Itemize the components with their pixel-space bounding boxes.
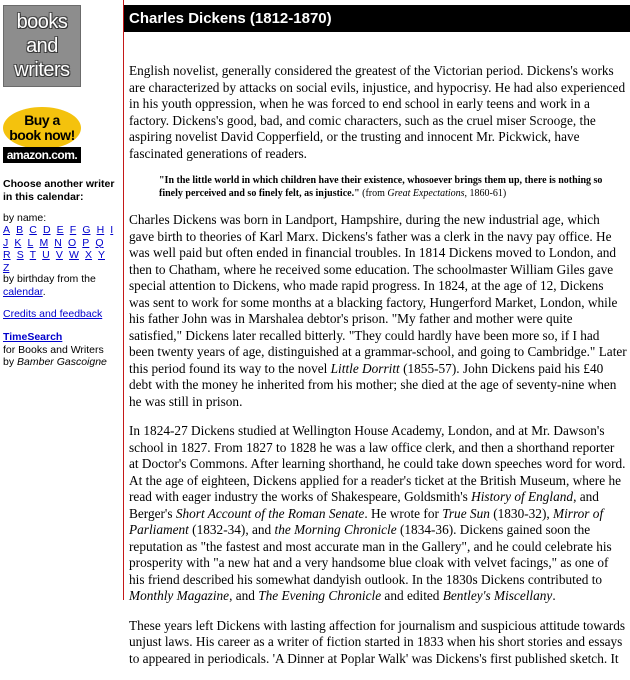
epigraph-quote: [159, 175, 627, 200]
bio1-text-a: Charles Dickens was born in Landport, Hampshire, during the new industrial age, which gave birth to theories of Karl Marx. Dickens's father was a clerk in the navy pay office. He was well paid but often ended in financial troubles. In 1814 Dickens moved to London, and then to Chatham, where he received some education. The schoolmaster William Giles gave special attention to Dickens, who made rapid progress. In 1824, at the age of 12, Dickens was sent to work for some months at a blacking factory, Hungerford Market, London, while his father John was in Marshalea debtor's prison. "My father and mother were quite satisfied," Dickens later recalled bitterly. "They could hardly have been more so, if I had been twenty years of age, distinguished at a grammar-school, and going to Cambridge." Later this period found its way to the novel: [129, 212, 627, 376]
logo-line-1: books: [16, 11, 68, 33]
letter-link-r[interactable]: R: [3, 249, 11, 261]
quote-source-title: Great Expectations: [387, 187, 465, 199]
letter-link-a[interactable]: A: [3, 224, 11, 236]
bio2-text-b: , and Berger's: [129, 489, 599, 521]
bio2-title-3: True Sun: [442, 505, 490, 521]
bio2-title-5: the Morning Chronicle: [274, 522, 397, 537]
timesearch-block: [3, 331, 121, 369]
choose-writer-heading: Choose another writer in this calendar:: [3, 178, 115, 203]
amazon-line-1: Buy a: [24, 112, 60, 128]
logo-line-3: writers: [14, 59, 70, 81]
letter-link-n[interactable]: N: [54, 236, 62, 249]
sidebar: [0, 0, 120, 600]
bio2-text-f: (1834-36). Dickens gained soon the reputation as "the fastest and most accurate man in the Gallery", and he could celebrate his prosperity with "a new hat and a very handsome blue cloak with velvet facings," as one of his friend described his somewhat dandyish outlook. In the 1830s Dickens contributed to: [129, 522, 612, 587]
vertical-divider: [123, 0, 124, 600]
bio2-title-2: Short Account of the Roman Senate: [175, 505, 365, 521]
letter-link-d[interactable]: D: [42, 224, 51, 236]
letter-link-c[interactable]: C: [29, 224, 37, 236]
bio2-text-c: . He wrote for: [364, 505, 443, 521]
letter-link-z[interactable]: Z: [3, 261, 10, 274]
bio2-text-e: (1832-34), and: [188, 522, 275, 537]
article-body: [129, 63, 627, 680]
letter-link-l[interactable]: L: [27, 236, 34, 249]
quote-text: "In the little world in which children have their existence, whosoever brings them up, there is nothing so finely perceived and so finely felt, as injustice.": [159, 175, 603, 199]
bio2-title-8: Bentley's Miscellany: [442, 588, 553, 603]
letter-link-g[interactable]: G: [82, 224, 91, 236]
timesearch-line-2: for Books and Writers: [3, 343, 104, 356]
amazon-brand: amazon.com.: [3, 147, 81, 163]
bio2-text-d: (1830-32),: [489, 505, 554, 521]
bio2-text-i: .: [552, 588, 556, 603]
amazon-buy-button[interactable]: [3, 107, 81, 162]
letter-link-p[interactable]: P: [82, 236, 90, 249]
biography-paragraph-3: These years left Dickens with lasting affection for journalism and suspicious attitude towards unjust laws. His career as a writer of fiction started in 1833 when his short stories and essays to appeared in periodicals. 'A Dinner at Poplar Walk' was Dickens's first published sketch. It: [129, 617, 626, 666]
letter-link-q[interactable]: Q: [95, 236, 104, 249]
letter-link-b[interactable]: B: [16, 224, 24, 236]
letter-link-w[interactable]: W: [69, 249, 79, 261]
by-birthday-suffix: .: [42, 285, 46, 298]
bio2-title-1: History of England: [471, 489, 574, 504]
letter-link-x[interactable]: X: [85, 249, 93, 261]
letter-link-o[interactable]: O: [68, 236, 77, 249]
letter-link-u[interactable]: U: [42, 249, 50, 261]
letter-link-t[interactable]: T: [29, 249, 37, 261]
bio1-title: Little Dorritt: [330, 360, 400, 376]
letter-index: [3, 224, 118, 274]
letter-link-f[interactable]: F: [69, 224, 77, 236]
bio2-text-h: and edited: [381, 588, 443, 603]
letter-link-s[interactable]: S: [16, 249, 24, 261]
biography-paragraph-2: [129, 423, 627, 605]
letter-link-i[interactable]: I: [110, 224, 114, 236]
letter-link-m[interactable]: M: [39, 236, 49, 249]
letter-link-h[interactable]: H: [96, 224, 105, 236]
letter-link-v[interactable]: V: [55, 249, 63, 261]
quote-source-prefix: (from: [362, 187, 388, 199]
timesearch-by: by: [3, 356, 15, 368]
letter-link-y[interactable]: Y: [97, 249, 105, 261]
bio1-text-b: (1855-57). John Dickens paid his £40 debt with the money he inherited from his mother; she died at the age of seventy-nine when he was still in prison.: [129, 360, 617, 409]
by-birthday-prefix: by birthday from the: [3, 273, 96, 285]
bio2-title-7: The Evening Chronicle: [258, 588, 382, 603]
books-and-writers-logo[interactable]: [3, 5, 81, 87]
quote-source-suffix: , 1860-61): [464, 187, 507, 199]
calendar-link[interactable]: calendar: [3, 285, 43, 298]
amazon-line-2: book now!: [9, 127, 75, 143]
timesearch-author: Bamber Gascoigne: [17, 356, 107, 368]
credits-feedback-link[interactable]: Credits and feedback: [3, 308, 103, 320]
letter-link-e[interactable]: E: [56, 224, 64, 236]
amazon-badge: [3, 107, 81, 149]
bio2-text-g: , and: [229, 588, 259, 603]
biography-paragraph-1: [129, 212, 627, 410]
letter-link-k[interactable]: K: [14, 236, 22, 249]
page-title: Charles Dickens (1812-1870): [124, 5, 630, 32]
letter-link-j[interactable]: J: [3, 236, 9, 249]
by-birthday-text: [3, 273, 118, 298]
intro-paragraph: English novelist, generally considered the greatest of the Victorian period. Dickens's works are characterized by attacks on social evils, injustice, and hypocrisy. He had also experienced in his youth oppression, when he was forced to end school in early teens and work in a factory. Dickens's good, bad, and comic characters, such as the cruel miser Scrooge, the aspiring novelist David Copperfield, or the trusting and innocent Mr. Pickwick, have fascinated generations of readers.: [129, 63, 626, 161]
logo-line-2: and: [26, 35, 58, 57]
bio2-title-4: Mirror of Parliament: [129, 505, 604, 537]
bio2-text-a: In 1824-27 Dickens studied at Wellington House Academy, London, and at Mr. Dawson's school in 1827. From 1827 to 1828 he was a law office clerk, and then a shorthand reporter at Doctor's Commons. After learning shorthand, he could take down speeches word for word. At the age of eighteen, Dickens applied for a reader's ticket at the British Museum, where he read with eager industry the works of Shakespeare, Goldsmith's: [129, 423, 626, 504]
by-name-label: by name:: [3, 212, 47, 224]
timesearch-link[interactable]: TimeSearch: [3, 331, 63, 343]
bio2-title-6: Monthly Magazine: [129, 588, 230, 603]
